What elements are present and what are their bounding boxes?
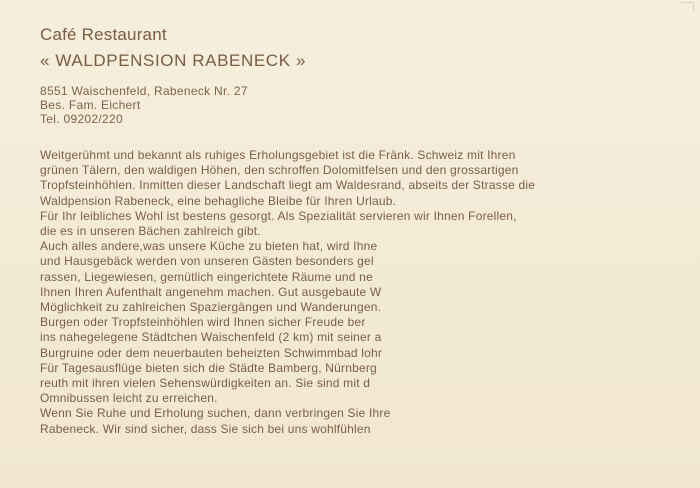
address-block [40,84,248,126]
header-line-1: Café Restaurant [40,25,167,44]
body-line: Tropfsteinhöhlen. Inmitten dieser Landschaft liegt am Waldesrand, abseits der Strasse die [40,178,536,193]
body-line: die es in unseren Bächen zahlreich gibt. [40,224,261,239]
corner-mark [681,2,694,11]
body-line: Burgen oder Tropfsteinhöhlen wird Ihnen sicher Freude ber [40,315,366,330]
body-line: Möglichkeit zu zahlreichen Spaziergängen und Wanderungen. [40,300,382,315]
body-line: und Hausgebäck werden von unseren Gästen besonders gel [40,254,374,269]
body-line: Omnibussen leicht zu erreichen. [40,391,218,406]
body-line: grünen Tälern, den waldigen Höhen, den schroffen Dolomitfelsen und den grossartigen [40,163,519,178]
body-line: Auch alles andere,was unsere Küche zu bieten hat, wird Ihne [40,239,378,254]
body-line: Für Tagesausflüge bieten sich die Städte Bamberg, Nürnberg [40,360,377,375]
address-owner: Bes. Fam. Eichert [40,98,141,112]
address-street: 8551 Waischenfeld, Rabeneck Nr. 27 [40,84,248,98]
address-phone: Tel. 09202/220 [40,112,123,126]
body-line: ins nahegelegene Städtchen Waischenfeld (2 km) mit seiner a [40,330,382,345]
body-line: Ihnen Ihren Aufenthalt angenehm machen. Gut ausgebaute W [40,284,382,299]
body-line: Waldpension Rabeneck, eine behagliche Bleibe für Ihren Urlaub. [40,193,397,208]
body-line: reuth mit ihren vielen Sehenswürdigkeiten an. Sie sind mit d [40,376,371,391]
body-line: rassen, Liegewiesen, gemütlich eingerichtete Räume und ne [40,269,373,284]
body-line: Wenn Sie Ruhe und Erholung suchen, dann verbringen Sie Ihre [40,406,391,421]
body-line: Rabeneck. Wir sind sicher, dass Sie sich bei uns wohlfühlen [40,421,371,436]
body-text [40,148,660,437]
header-line-2: « WALDPENSION RABENECK » [40,51,307,70]
body-line: Burgruine oder dem neuerbauten beheizten Schwimmbad lohr [40,345,383,360]
body-line: Für Ihr leibliches Wohl ist bestens gesorgt. Als Spezialität servieren wir Ihnen Forellen, [40,208,517,223]
body-line: Weitgerühmt und bekannt als ruhiges Erholungsgebiet ist die Fränk. Schweiz mit Ihren [40,148,516,162]
